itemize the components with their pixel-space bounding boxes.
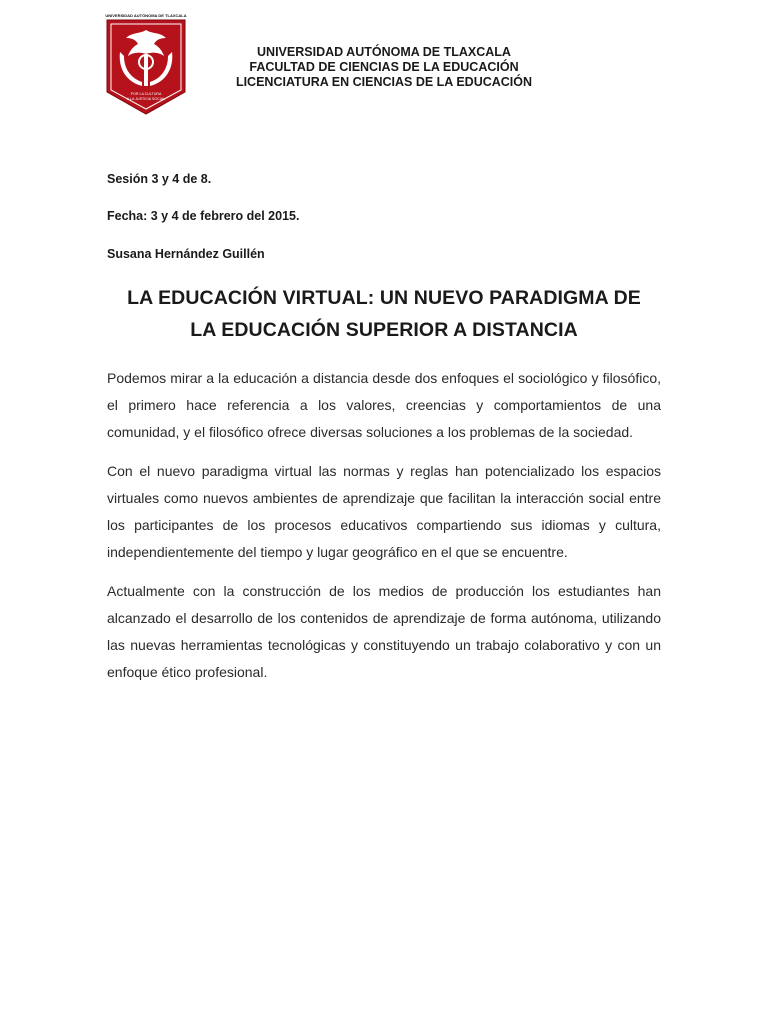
university-crest-logo (104, 12, 188, 116)
paragraph: Podemos mirar a la educación a distancia desde dos enfoques el sociológico y filosófico, el primero hace referencia a los valores, creencias y comportamientos de una comunidad, y el filosófico ofrece diversas soluciones a los problemas de la sociedad. (107, 370, 661, 440)
header-faculty: FACULTAD DE CIENCIAS DE LA EDUCACIÓN (249, 60, 519, 74)
crest-ribbon-text-1: POR LA CULTURA (130, 92, 162, 96)
author-line: Susana Hernández Guillén (107, 247, 265, 261)
document-body (107, 365, 661, 698)
document-title (100, 282, 668, 346)
crest-ribbon-text-2: A LA JUSTICIA SOCIAL (126, 97, 166, 101)
header-degree: LICENCIATURA EN CIENCIAS DE LA EDUCACIÓN (235, 75, 533, 89)
header-university: UNIVERSIDAD AUTÓNOMA DE TLAXCALA (257, 45, 511, 59)
crest-top-text: UNIVERSIDAD AUTÓNOMA DE TLAXCALA (105, 13, 187, 18)
session-line: Sesión 3 y 4 de 8. (107, 172, 212, 186)
paragraph: Con el nuevo paradigma virtual las normas y reglas han potencializado los espacios virtuales como nuevos ambientes de aprendizaje que facilitan la interacción social entre los participantes de los procesos educativos compartiendo sus idiomas y cultura, independientemente del tiempo y lugar geográfico en el que se encuentre. (107, 463, 661, 560)
paragraph: Actualmente con la construcción de los medios de producción los estudiantes han alcanzado el desarrollo de los contenidos de aprendizaje de forma autónoma, utilizando las nuevas herramientas tecnológicas y constituyendo un trabajo colaborativo y con un enfoque ético profesional. (107, 583, 661, 680)
date-line: Fecha: 3 y 4 de febrero del 2015. (107, 209, 300, 223)
title-line-2: LA EDUCACIÓN SUPERIOR A DISTANCIA (190, 319, 578, 341)
title-line-1: LA EDUCACIÓN VIRTUAL: UN NUEVO PARADIGMA DE (127, 287, 641, 309)
institution-header (200, 45, 568, 90)
